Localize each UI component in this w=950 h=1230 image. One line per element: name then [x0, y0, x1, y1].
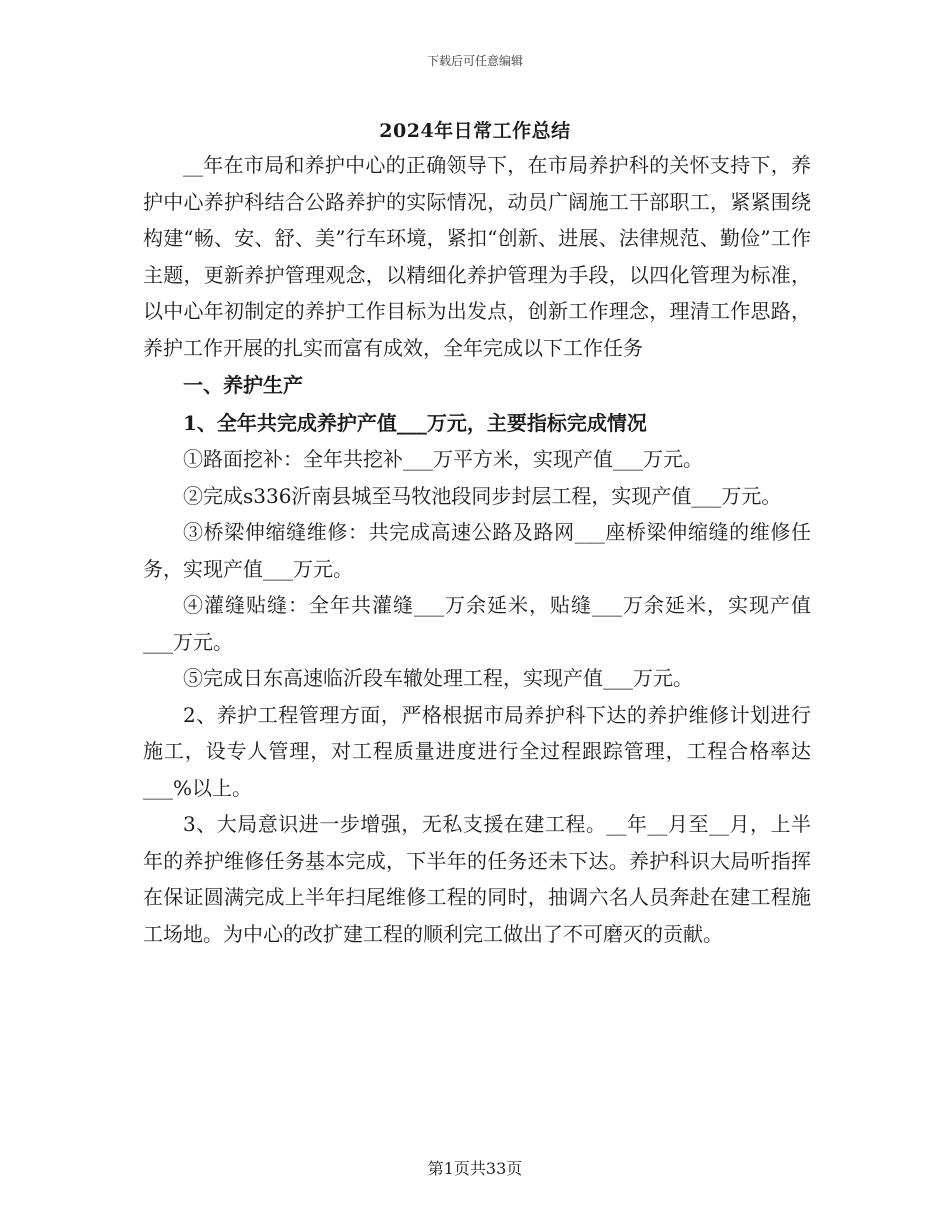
- page-header: 下载后可任意编辑: [426, 54, 523, 68]
- body-paragraph: 2、养护工程管理方面，严格根据市局养护科下达的养护维修计划进行施工，设专人管理，对工程质量进度进行全过程跟踪管理，工程合格率达___%以上。: [143, 702, 811, 800]
- list-item: ④灌缝贴缝：全年共灌缝___万余延米，贴缝___万余延米，实现产值___万元。: [143, 593, 811, 654]
- body-paragraph: 3、大局意识进一步增强，无私支援在建工程。__年__月至__月，上半年的养护维修任务基本完成，下半年的任务还未下达。养护科识大局听指挥在保证圆满完成上半年扫尾维修工程的同时，抽调六名人员奔赴在建工程施工场地。为中心的改扩建工程的顺利完工做出了不可磨灭的贡献。: [143, 812, 811, 946]
- intro-paragraph: __年在市局和养护中心的正确领导下，在市局养护科的关怀支持下，养护中心养护科结合公路养护的实际情况，动员广阔施工干部职工，紧紧围绕构建“畅、安、舒、美”行车环境，紧扣“创新、进展、法律规范、勤俭”工作主题，更新养护管理观念，以精细化养护管理为手段，以四化管理为标准，以中心年初制定的养护工作目标为出发点，创新工作理念，理清工作思路，养护工作开展的扎实而富有成效，全年完成以下工作任务: [143, 153, 811, 360]
- list-item: ③桥梁伸缩缝维修：共完成高速公路及路网___座桥梁伸缩缝的维修任务，实现产值___万元。: [143, 520, 811, 581]
- subsection-heading: 1、全年共完成养护产值___万元，主要指标完成情况: [183, 410, 647, 435]
- page-number: 第1页共33页: [427, 1159, 523, 1178]
- document-title: 2024年日常工作总结: [379, 120, 571, 142]
- list-item: ⑤完成日东高速临沂段车辙处理工程，实现产值___万元。: [183, 666, 693, 690]
- list-item: ①路面挖补：全年共挖补___万平方米，实现产值___万元。: [183, 447, 703, 471]
- list-item: ②完成s336沂南县城至马牧池段同步封层工程，实现产值___万元。: [183, 483, 782, 508]
- document-body: [143, 147, 811, 952]
- section-heading: 一、养护生产: [183, 373, 303, 397]
